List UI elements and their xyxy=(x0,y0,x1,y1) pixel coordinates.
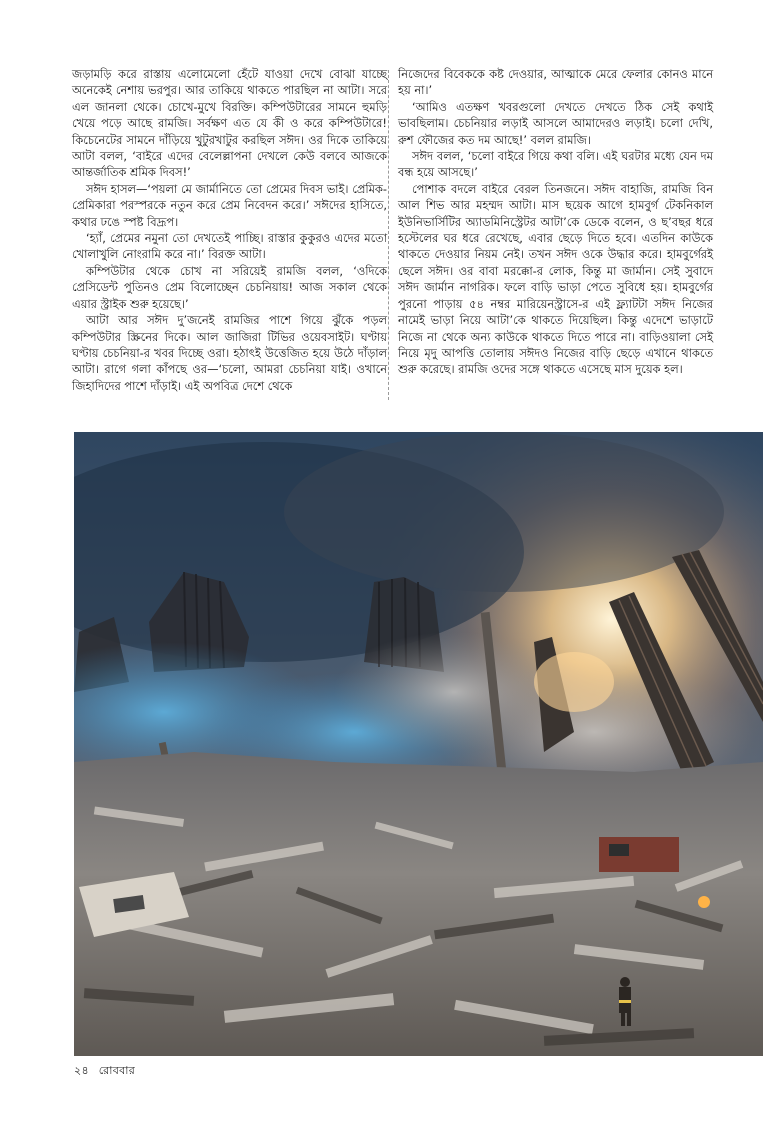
page-number: ২৪ xyxy=(74,1064,89,1077)
article-paragraph: সঈদ হাসল—‘পয়লা মে জার্মানিতে তো প্রেমের দিবস ভাই। প্রেমিক-প্রেমিকারা পরস্পরকে নতুন করে প্রেম নিবেদন করে।’ সঈদের হাসিতে, কথার ঢঙে স্পষ্ট বিদ্রূপ। xyxy=(72,181,387,229)
page-footer xyxy=(74,1062,141,1081)
article-paragraph: কম্পিউটার থেকে চোখ না সরিয়েই রামজি বলল, ‘ওদিকে প্রেসিডেন্ট পুতিনও প্রেম বিলোচ্ছেন চেচনিয়ায়! আজ সকাল থেকে এয়ার স্ট্রাইক শুরু হয়েছে।’ xyxy=(72,263,387,311)
article-column-right xyxy=(398,66,713,378)
ruins-photo xyxy=(74,432,763,1056)
article-paragraph: সঈদ বলল, ‘চলো বাইরে গিয়ে কথা বলি। এই ঘরটার মধ্যে যেন দম বন্ধ হয়ে আসছে।’ xyxy=(398,149,713,180)
column-divider xyxy=(388,70,389,400)
article-paragraph: ‘আমিও এতক্ষণ খবরগুলো দেখতে দেখতে ঠিক সেই কথাই ভাবছিলাম। চেচনিয়ার লড়াই আসলে আমাদেরও লড়াই। চলো দেখি, রুশ ফৌজের কত দম আছে!’ বলল রামজি। xyxy=(398,99,713,147)
article-paragraph: নিজেদের বিবেককে কষ্ট দেওয়ার, আত্মাকে মেরে ফেলার কোনও মানে হয় না।’ xyxy=(398,67,713,98)
article-column-left xyxy=(72,66,387,394)
article-paragraph: আটা আর সঈদ দু’জনেই রামজির পাশে গিয়ে ঝুঁকে পড়ল কম্পিউটার স্ক্রিনের দিকে। আল জাজিরা টিভির ওয়েবসাইট। ঘণ্টায় ঘণ্টায় চেচনিয়া-র খবর দিচ্ছে ওরা। হঠাৎই উত্তেজিত হয়ে উঠে দাঁড়াল আটা। রাগে গলা কাঁপছে ওর—‘চলো, আমরা চেচনিয়া যাই। ওখানে জিহাদিদের পাশে দাঁড়াই। এই অপবিত্র দেশে থেকে xyxy=(72,313,387,393)
magazine-name: রোববার xyxy=(98,1064,136,1077)
article-paragraph: পোশাক বদলে বাইরে বেরল তিনজনে। সঈদ বাহাজি, রামজি বিন আল শিভ আর মহম্মদ আটা। মাস ছয়েক আগে হামবুর্গ টেকনিকাল ইউনিভার্সিটির অ্যাডমিনিস্ট্রেটর আটা’কে ডেকে বলেন, ও ছ’বছর ধরে হস্টেলের ঘর ধরে রেখেছে, এবার ছেড়ে দিতে হবে। এতদিন কাউকে থাকতে দেওয়ার নিয়ম নেই। তখন সঈদ ওকে উদ্ধার করে। হামবুর্গেরই ছেলে সঈদ। ওর বাবা মরক্কো-র লোক, কিন্তু মা জার্মান। সেই সুবাদে সঈদ জার্মান নাগরিক। ফলে বাড়ি ভাড়া পেতে সুবিধে হয়। হামবুর্গের পুরনো পাড়ায় ৫৪ নম্বর মারিয়েনস্ট্রাসে-র এই ফ্ল্যাটটা সঈদ নিজের নামেই ভাড়া নিয়ে আটা’কে থাকতে দিয়েছিল। কিন্তু এদেশে ভাড়াটে নিজে না থেকে অন্য কাউকে থাকতে দিতে পারে না। বাড়িওয়ালা সেই নিয়ে মৃদু আপত্তি তোলায় সঈদও নিজের বাড়ি ছেড়ে এখানে থাকতে শুরু করেছে। রামজি ওদের সঙ্গে থাকতে এসেছে মাস দুয়েক হল। xyxy=(398,181,713,377)
article-paragraph: ‘হ্যাঁ, প্রেমের নমুনা তো দেখতেই পাচ্ছি। রাস্তার কুকুরও এদের মতো খোলাখুলি নোংরামি করে না।’ বিরক্ত আটা। xyxy=(72,231,387,262)
article-paragraph: জড়ামড়ি করে রাস্তায় এলোমেলো হেঁটে যাওয়া দেখে বোঝা যাচ্ছে অনেকেই নেশায় ভরপুর। আর তাকিয়ে থাকতে পারছিল না আটা। সরে এল জানলা থেকে। চোখে-মুখে বিরক্তি। কম্পিউটারের সামনে হুমড়ি খেয়ে পড়ে আছে রামজি। সর্বক্ষণ এত যে কী ও করে কম্পিউটারে! কিচেনেটের সামনে দাঁড়িয়ে খুটুরখাটুর করছিল সঈদ। ওর দিকে তাকিয়ে আটা বলল, ‘বাইরে এদের বেলেল্লাপনা দেখলে কেউ বলবে আজকে আন্তর্জাতিক শ্রমিক দিবস!’ xyxy=(72,67,387,180)
